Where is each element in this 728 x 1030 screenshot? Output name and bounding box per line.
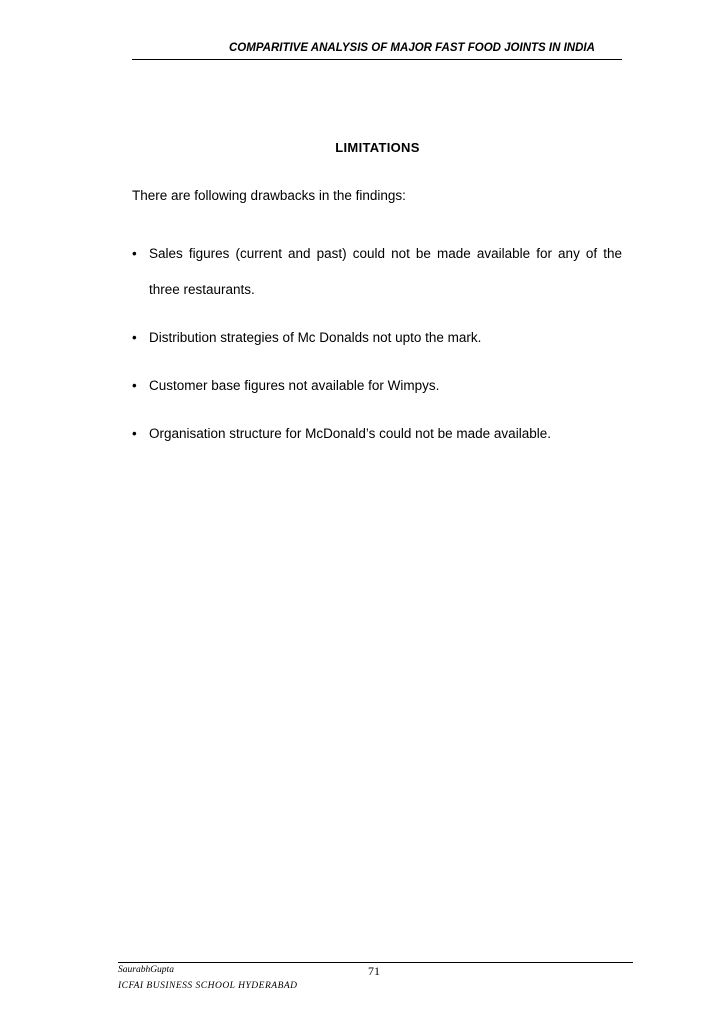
footer-author: SaurabhGupta <box>118 965 174 975</box>
list-item-text: Distribution strategies of Mc Donalds not upto the mark. <box>149 330 482 345</box>
header-divider <box>132 59 622 60</box>
limitations-list <box>132 236 622 464</box>
bullet-icon: • <box>132 378 137 393</box>
list-item-text: Sales figures (current and past) could not be made available for any of the three restaurants. <box>149 246 622 297</box>
bullet-icon: • <box>132 426 137 441</box>
footer-divider <box>118 962 633 963</box>
footer-school: ICFAI BUSINESS SCHOOL HYDERABAD <box>118 981 298 991</box>
list-item <box>132 320 622 356</box>
list-item-text: Customer base figures not available for Wimpys. <box>149 378 440 393</box>
intro-paragraph: There are following drawbacks in the findings: <box>132 188 406 203</box>
running-header-title: COMPARITIVE ANALYSIS OF MAJOR FAST FOOD JOINTS IN INDIA <box>229 42 595 54</box>
list-item <box>132 416 622 452</box>
page-number: 71 <box>368 964 380 978</box>
section-heading: LIMITATIONS <box>335 140 420 155</box>
bullet-icon: • <box>132 246 137 261</box>
list-item <box>132 236 622 308</box>
list-item-text: Organisation structure for McDonald’s could not be made available. <box>149 426 551 441</box>
list-item <box>132 368 622 404</box>
bullet-icon: • <box>132 330 137 345</box>
